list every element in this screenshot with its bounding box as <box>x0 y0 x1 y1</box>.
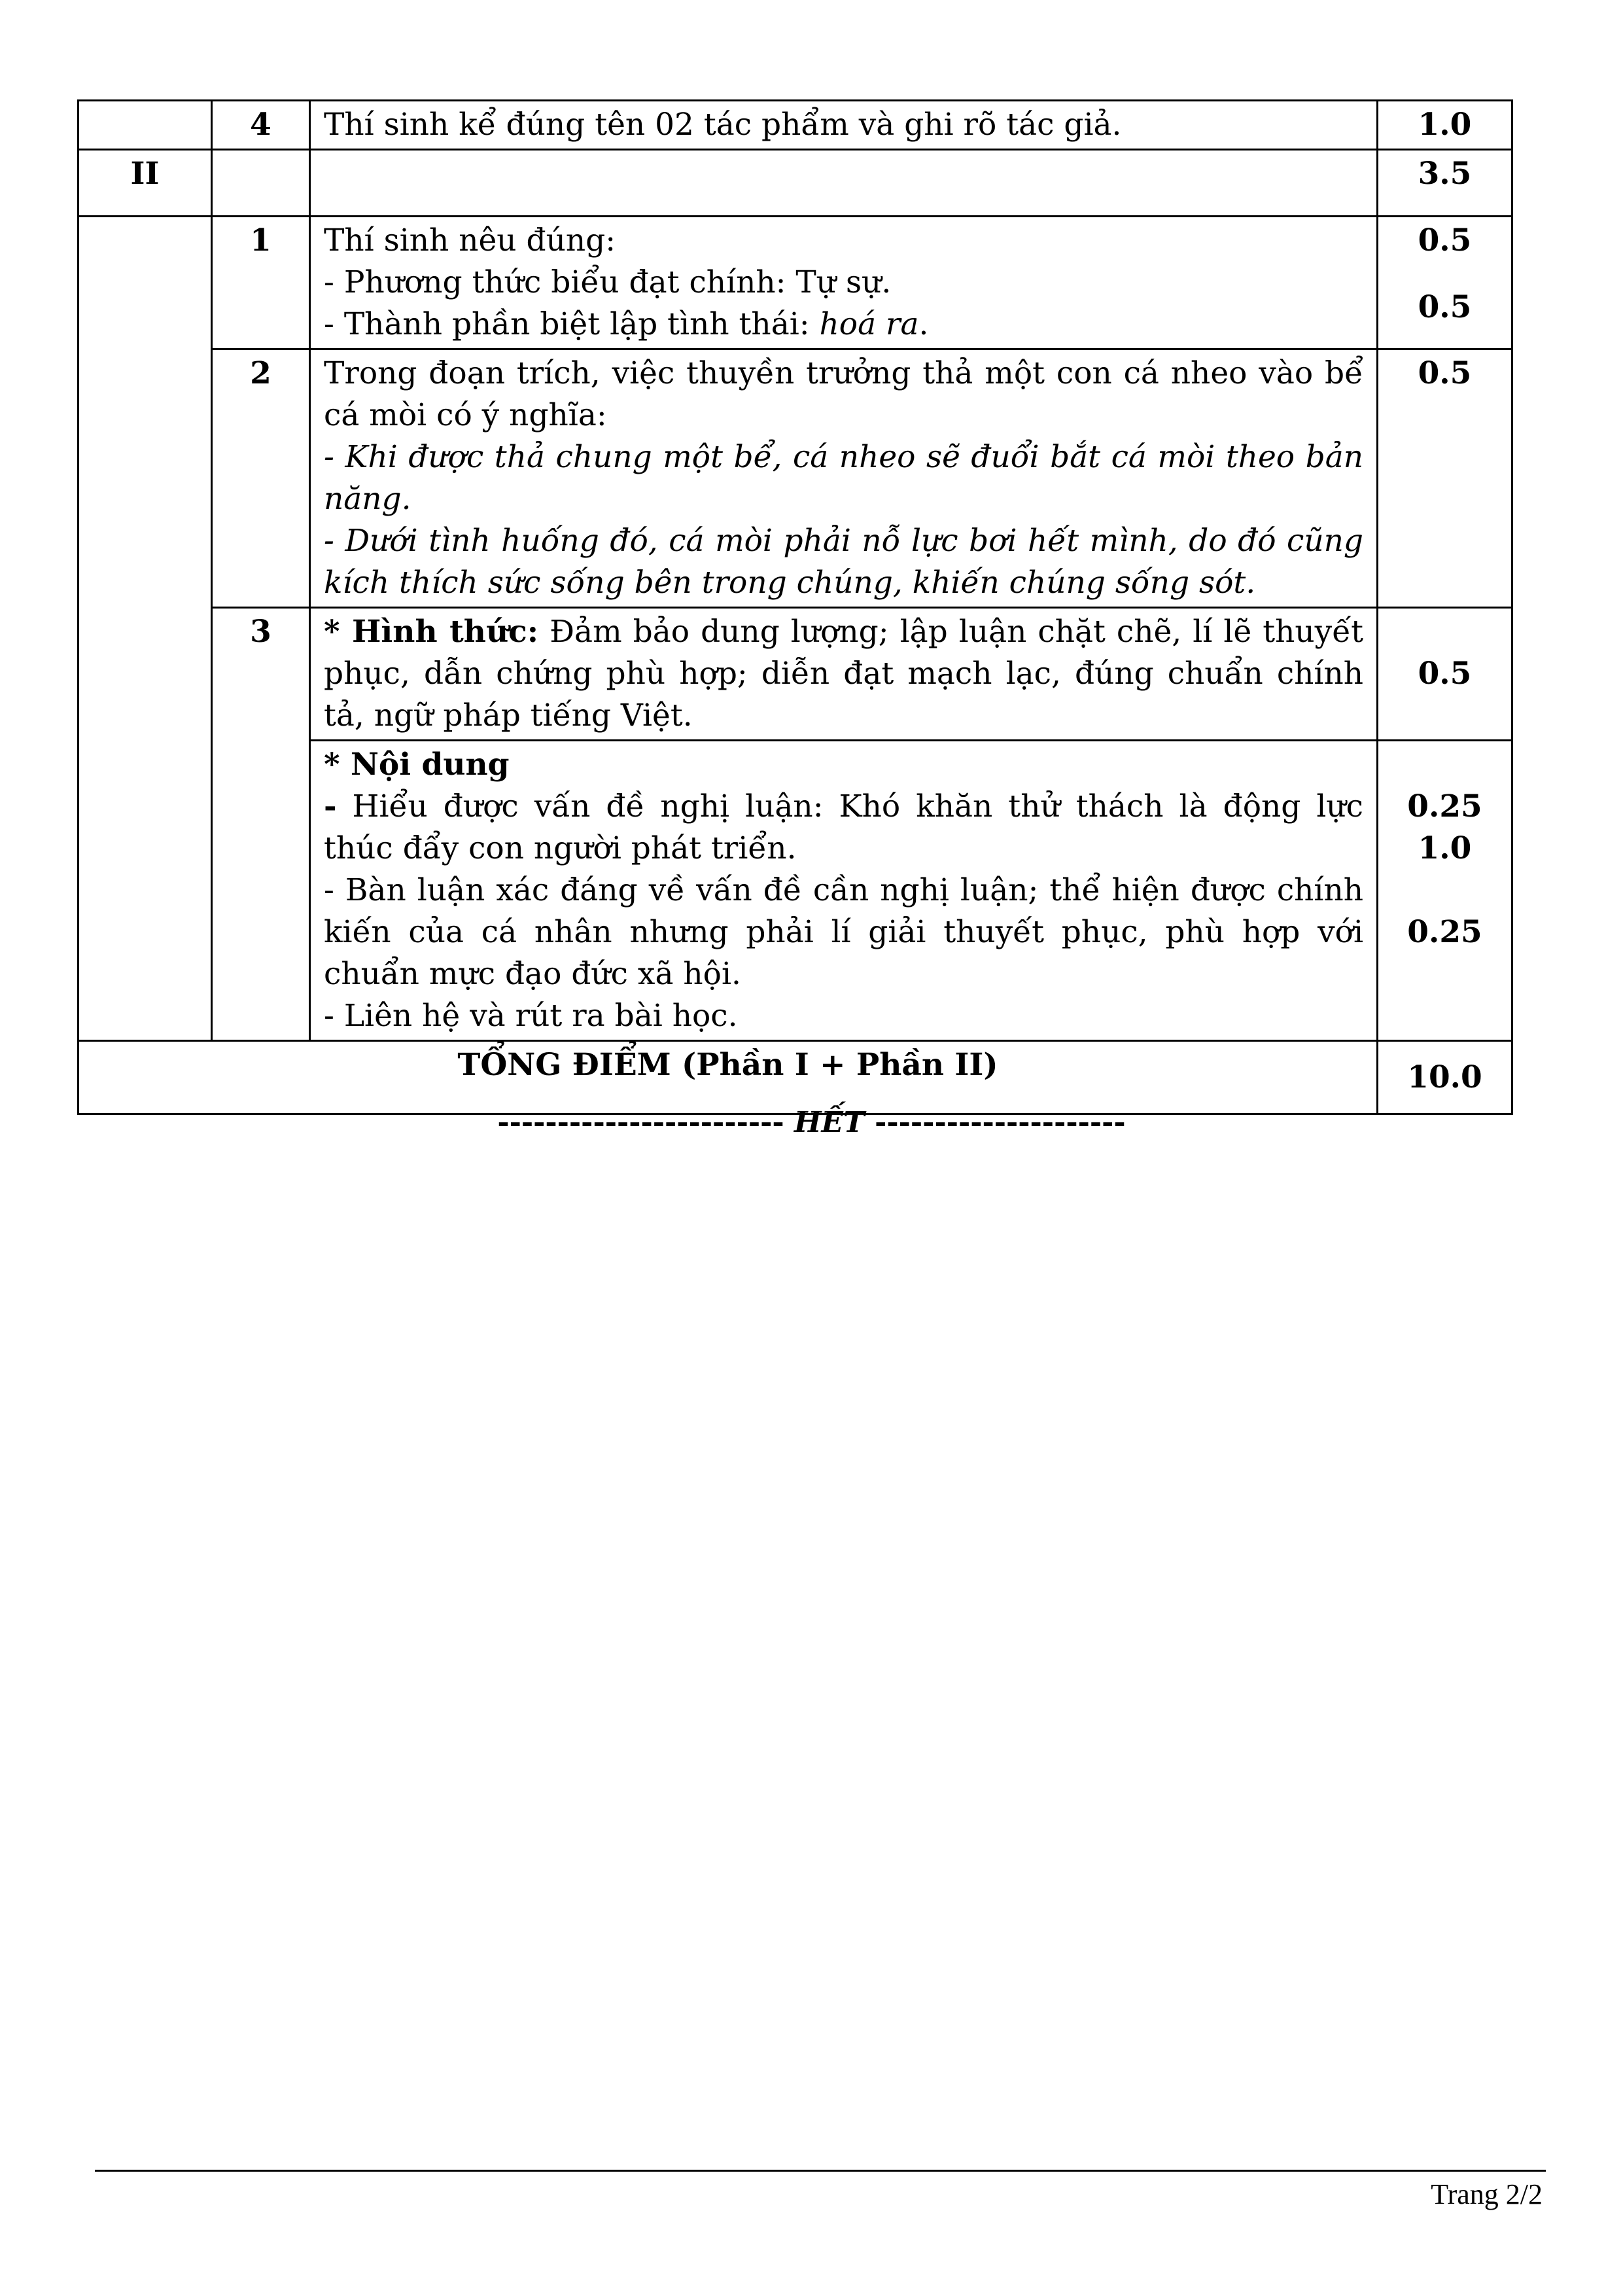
score-cell: 1.0 <box>1378 101 1512 150</box>
table-row-q2 <box>79 349 1512 608</box>
answer-content <box>310 608 1378 741</box>
table-row-q1 <box>79 217 1512 349</box>
end-word: HẾT <box>794 1106 865 1139</box>
table-row-q3-form <box>79 608 1512 741</box>
answer-content <box>310 217 1378 349</box>
answer-line: - Phương thức biểu đạt chính: Tự sự. <box>324 264 892 300</box>
end-dashes-right: --------------------- <box>875 1106 1126 1139</box>
table-row-total <box>79 1041 1512 1114</box>
answer-content <box>310 150 1378 217</box>
grading-table <box>77 99 1513 1115</box>
dash-bold: - <box>324 788 337 824</box>
score-value: 0.25 <box>1407 914 1482 950</box>
section-label: II <box>79 150 212 217</box>
table-row-q4 <box>79 101 1512 150</box>
score-value: 1.0 <box>1418 830 1472 866</box>
answer-line: - Khi được thả chung một bể, cá nheo sẽ đuổi bắt cá mòi theo bản năng. <box>324 439 1363 517</box>
answer-line: Trong đoạn trích, việc thuyền trưởng thả một con cá nheo vào bể cá mòi có ý nghĩa: <box>324 355 1363 433</box>
section-cell <box>79 217 212 1041</box>
score-value: 0.5 <box>1418 289 1472 325</box>
question-number: 3 <box>212 608 310 1041</box>
section-cell <box>79 101 212 150</box>
answer-emphasis: hoá ra <box>819 306 919 342</box>
score-spacer <box>1391 744 1498 786</box>
score-spacer <box>1391 870 1498 911</box>
total-score: 10.0 <box>1378 1041 1512 1114</box>
answer-text: . <box>918 306 929 342</box>
score-cell: 0.5 <box>1378 608 1512 741</box>
score-cell <box>1378 741 1512 1041</box>
answer-content <box>310 741 1378 1041</box>
score-value: 0.25 <box>1407 788 1482 824</box>
answer-text: Hiểu được vấn đề nghị luận: Khó khăn thử thách là động lực thúc đẩy con người phát triển. <box>324 788 1363 866</box>
end-dashes-left: ------------------------ <box>497 1106 784 1139</box>
score-cell: 3.5 <box>1378 150 1512 217</box>
answer-line <box>324 304 1363 345</box>
answer-line: - Dưới tình huống đó, cá mòi phải nỗ lực bơi hết mình, do đó cũng kích thích sức sống bên trong chúng, khiến chúng sống sót. <box>324 523 1363 601</box>
criteria-label: * Hình thức: <box>324 614 539 650</box>
answer-content: Thí sinh kể đúng tên 02 tác phẩm và ghi rõ tác giả. <box>310 101 1378 150</box>
page-number: Trang 2/2 <box>1431 2178 1543 2210</box>
criteria-text: Đảm bảo dung lượng; lập luận chặt chẽ, lí lẽ thuyết phục, dẫn chứng phù hợp; diễn đạt mạch lạc, đúng chuẩn chính tả, ngữ pháp tiếng Việt. <box>324 614 1363 733</box>
table-row-part-ii <box>79 150 1512 217</box>
question-number: 4 <box>212 101 310 150</box>
total-label: TỔNG ĐIỂM (Phần I + Phần II) <box>79 1041 1378 1114</box>
score-spacer <box>1391 262 1498 287</box>
answer-line <box>324 786 1363 870</box>
question-number: 1 <box>212 217 310 349</box>
answer-text: - Thành phần biệt lập tình thái: <box>324 306 820 342</box>
question-number <box>212 150 310 217</box>
question-number: 2 <box>212 349 310 608</box>
end-marker <box>0 1106 1623 1139</box>
criteria-label: * Nội dung <box>324 747 510 783</box>
answer-line: Thí sinh nêu đúng: <box>324 222 616 258</box>
score-value: 0.5 <box>1418 222 1472 258</box>
answer-content <box>310 349 1378 608</box>
footer-divider <box>95 2170 1546 2172</box>
score-cell <box>1378 217 1512 349</box>
score-cell: 0.5 <box>1378 349 1512 608</box>
answer-line: - Bàn luận xác đáng về vấn đề cần nghị luận; thể hiện được chính kiến của cá nhân nhưng phải lí giải thuyết phục, phù hợp với chuẩn mực đạo đức xã hội. <box>324 872 1363 992</box>
answer-line: - Liên hệ và rút ra bài học. <box>324 998 738 1034</box>
